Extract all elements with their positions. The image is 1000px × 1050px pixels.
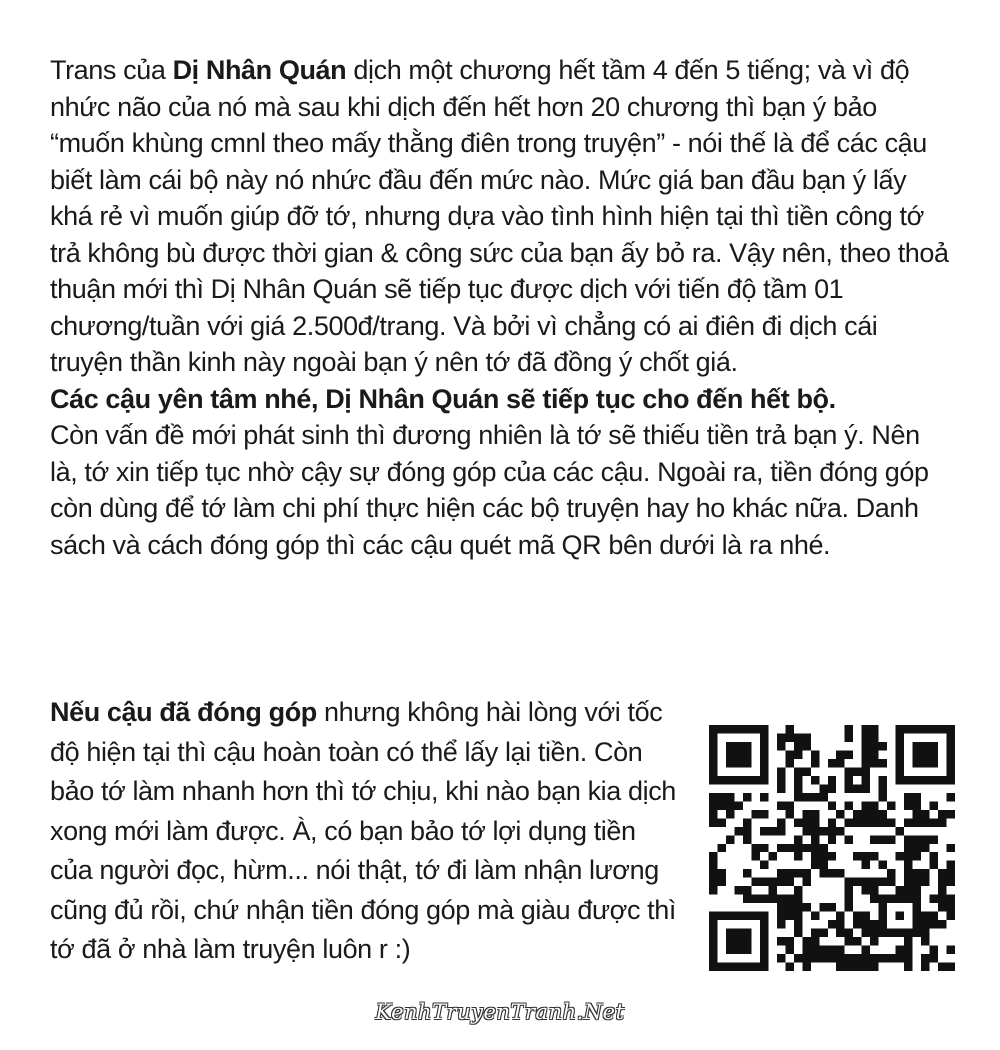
refund-rest: nhưng không hài lòng với tốc độ hiện tại thì cậu hoàn toàn có thể lấy lại tiền. Còn bảo tớ làm nhanh hơn thì tớ chịu, khi nào bạn kia dịch xong mới làm được. À, có bạn bảo tớ lợi dụng tiền của người đọc, hừm... nói thật, tớ đi làm nhận lương cũng đủ rồi, chứ nhận tiền đóng góp mà giàu được thì tớ đã ở nhà làm truyện luôn r :) [50,697,676,964]
highlight-text: Các cậu yên tâm nhé, Dị Nhân Quán sẽ tiếp tục cho đến hết bộ. [50,383,836,414]
refund-lead: Nếu cậu đã đóng góp [50,697,317,727]
site-watermark: KenhTruyenTranh.Net [375,1000,625,1024]
highlight-statement [50,381,950,418]
refund-note [50,693,680,970]
notice-text [50,52,950,563]
refund-paragraph [50,693,680,970]
text-segment: Trans của [50,55,173,85]
paragraph-translation-cost [50,52,950,381]
paragraph-donation-request: Còn vấn đề mới phát sinh thì đương nhiên là tớ sẽ thiếu tiền trả bạn ý. Nên là, tớ xin tiếp tục nhờ cậy sự đóng góp của các cậu. Ngoài ra, tiền đóng góp còn dùng để tớ làm chi phí thực hiện các bộ truyện hay ho khác nữa. Danh sách và cách đóng góp thì các cậu quét mã QR bên dưới là ra nhé. [50,420,929,560]
series-name: Dị Nhân Quán [172,55,347,85]
text-segment: dịch một chương hết tầm 4 đến 5 tiếng; và vì độ nhức não của nó mà sau khi dịch đến hết hơn 20 chương thì bạn ý bảo “muốn khùng cmnl theo mấy thằng điên trong truyện” - nói thế là để các cậu biết làm cái bộ này nó nhức đầu đến mức nào. Mức giá ban đầu bạn ý lấy khá rẻ vì muốn giúp đỡ tớ, nhưng dựa vào tình hình hiện tại thì tiền công tớ trả không bù được thời gian & công sức của bạn ấy bỏ ra. Vậy nên, theo thoả thuận mới thì Dị Nhân Quán sẽ tiếp tục được dịch với tiến độ tầm 01 chương/tuần với giá 2.500đ/trang. Và bởi vì chẳng có ai điên đi dịch cái truyện thần kinh này ngoài bạn ý nên tớ đã đồng ý chốt giá. [50,55,949,377]
qr-code-icon[interactable] [709,725,955,971]
